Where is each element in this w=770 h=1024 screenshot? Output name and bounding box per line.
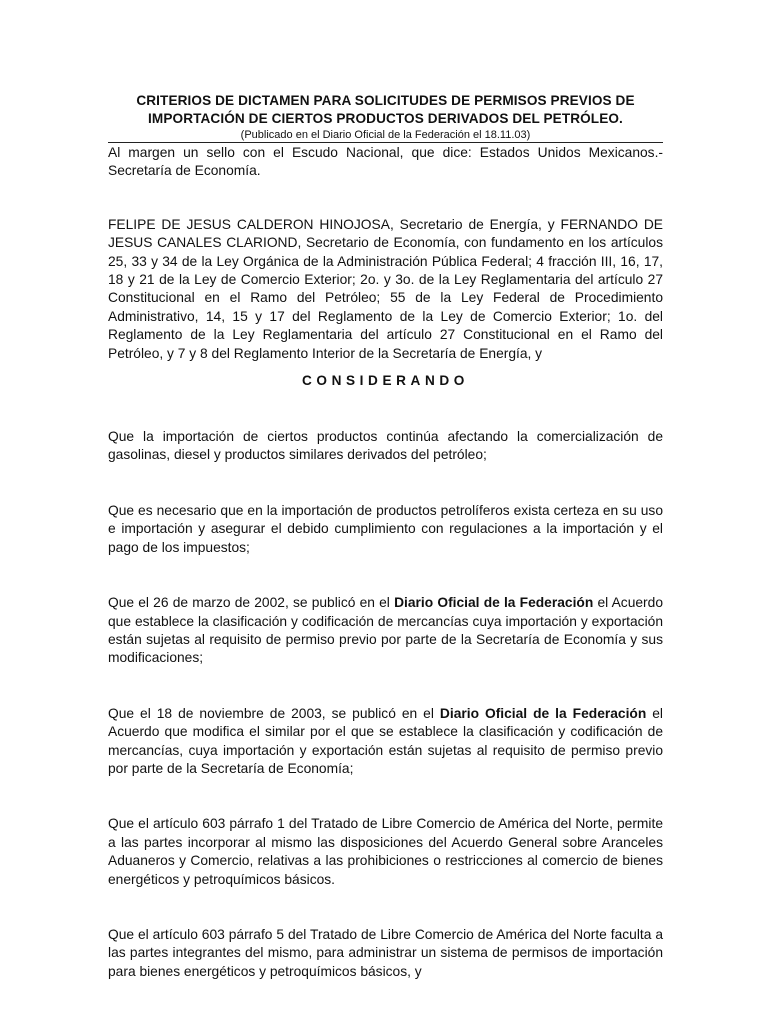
publication-note: (Publicado en el Diario Oficial de la Federación el 18.11.03) bbox=[108, 128, 663, 143]
considerando-heading: CONSIDERANDO bbox=[302, 373, 469, 389]
considerando-paragraph-1: Que la importación de ciertos productos continúa afectando la comercialización de gasolinas, diesel y productos similares derivados del petróleo; bbox=[108, 429, 663, 463]
margin-note: Al margen un sello con el Escudo Nacional, que dice: Estados Unidos Mexicanos.- Secretaría de Economía. bbox=[108, 145, 663, 179]
considerando-4-text-start: Que el 18 de noviembre de 2003, se publicó en el bbox=[108, 705, 440, 721]
considerando-paragraph-4 bbox=[108, 705, 663, 779]
signatories-paragraph: FELIPE DE JESUS CALDERON HINOJOSA, Secretario de Energía, y FERNANDO DE JESUS CANALES CLARIOND, Secretario de Economía, con fundamento en los artículos 25, 33 y 34 de la Ley Orgánica de la Administración Pública Federal; 4 fracción III, 16, 17, 18 y 21 de la Ley de Comercio Exterior; 2o. y 3o. de la Ley Reglamentaria del artículo 27 Constitucional en el Ramo del Petróleo; 55 de la Ley Federal de Procedimiento Administrativo, 14, 15 y 17 del Reglamento de la Ley de Comercio Exterior; 1o. del Reglamento de la Ley Reglamentaria del artículo 27 Constitucional en el Ramo del Petróleo, y 7 y 8 del Reglamento Interior de la Secretaría de Energía, y bbox=[108, 216, 663, 361]
document-page bbox=[108, 92, 663, 981]
title-line-2: IMPORTACIÓN DE CIERTOS PRODUCTOS DERIVADOS DEL PETRÓLEO. bbox=[148, 111, 623, 126]
diario-oficial-reference: Diario Oficial de la Federación bbox=[439, 705, 647, 721]
diario-oficial-reference: Diario Oficial de la Federación bbox=[394, 595, 594, 611]
document-title bbox=[108, 92, 663, 128]
considerando-3-text-start: Que el 26 de marzo de 2002, se publicó en el bbox=[108, 595, 395, 611]
considerando-paragraph-6: Que el artículo 603 párrafo 5 del Tratado de Libre Comercio de América del Norte faculta a las partes integrantes del mismo, para administrar un sistema de permisos de importación para bienes energéticos y petroquímicos básicos, y bbox=[108, 926, 663, 979]
considerando-4-text-end: el Acuerdo que modifica el similar por el que se establece la clasificación y codificación de mercancías, cuya importación y exportación están sujetas al requisito de permiso previo por parte de la Secretaría de Economía; bbox=[108, 705, 663, 776]
title-line-1: CRITERIOS DE DICTAMEN PARA SOLICITUDES DE PERMISOS PREVIOS DE bbox=[136, 93, 635, 108]
considerando-paragraph-3 bbox=[108, 594, 663, 668]
considerando-paragraph-2: Que es necesario que en la importación de productos petrolíferos exista certeza en su uso e importación y asegurar el debido cumplimiento con regulaciones a la importación y el pago de los impuestos; bbox=[108, 502, 663, 555]
considerando-paragraph-5: Que el artículo 603 párrafo 1 del Tratado de Libre Comercio de América del Norte, permite a las partes incorporar al mismo las disposiciones del Acuerdo General sobre Aranceles Aduaneros y Comercio, relativas a las prohibiciones o restricciones al comercio de bienes energéticos y petroquímicos básicos. bbox=[108, 816, 663, 887]
considerando-3-text-end: el Acuerdo que establece la clasificación y codificación de mercancías cuya importación y exportación están sujetas al requisito de permiso previo por parte de la Secretaría de Economía y sus modificaciones; bbox=[108, 595, 663, 666]
